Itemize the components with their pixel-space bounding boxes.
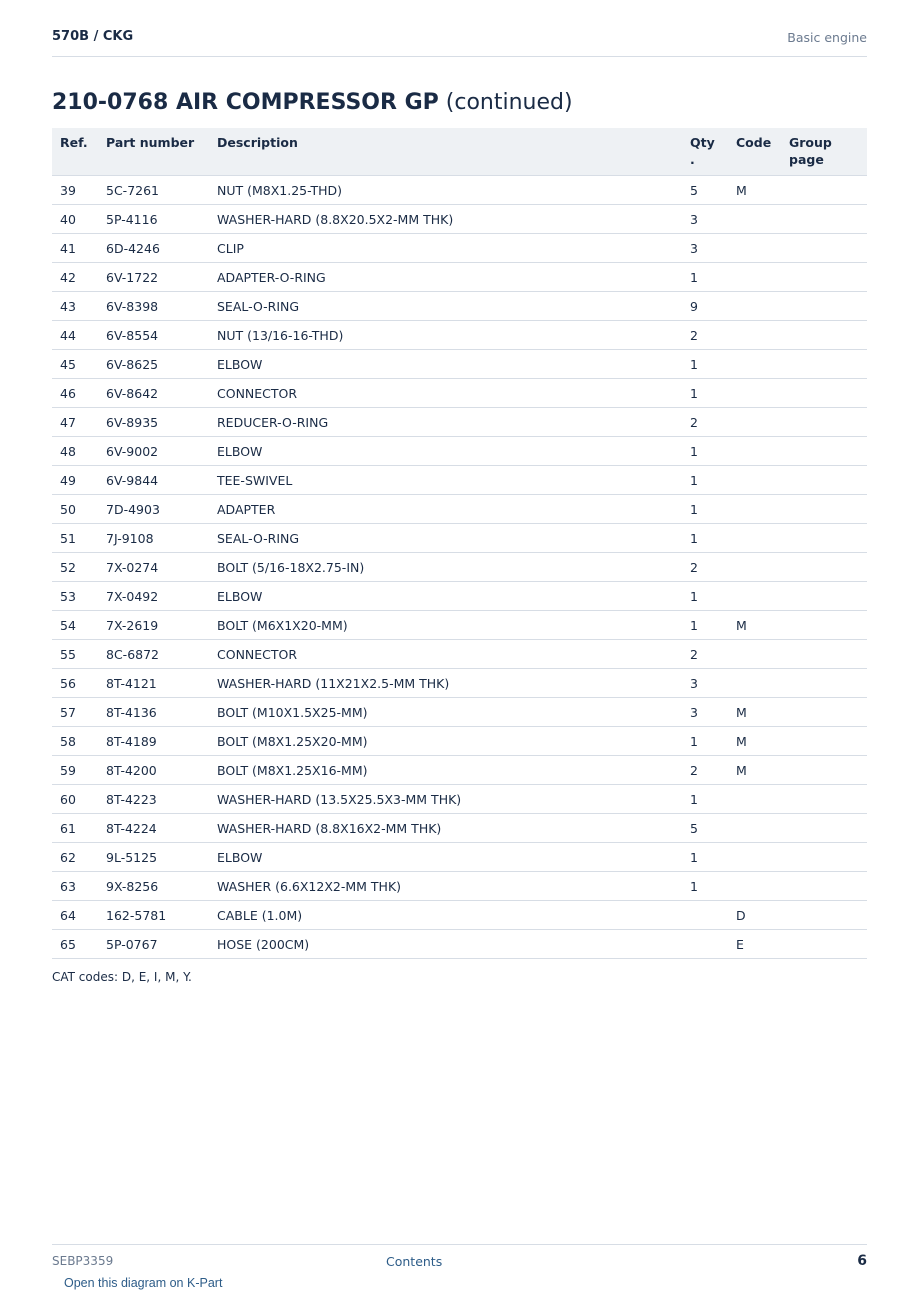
part-number-cell: 6V-8625 xyxy=(106,350,217,379)
ref-cell: 51 xyxy=(52,524,106,553)
description-cell: CONNECTOR xyxy=(217,379,690,408)
table-row xyxy=(52,379,867,408)
ref-cell: 44 xyxy=(52,321,106,350)
qty-cell: 1 xyxy=(690,843,736,872)
code-cell xyxy=(736,263,789,292)
description-cell: ELBOW xyxy=(217,582,690,611)
part-number-cell: 8T-4200 xyxy=(106,756,217,785)
part-number-cell: 6V-9844 xyxy=(106,466,217,495)
table-body xyxy=(52,176,867,959)
group-page-cell xyxy=(789,553,867,582)
description-cell: WASHER-HARD (13.5X25.5X3-MM THK) xyxy=(217,785,690,814)
table-row xyxy=(52,901,867,930)
header-ref: Ref. xyxy=(52,128,106,176)
group-page-cell xyxy=(789,901,867,930)
part-number-cell: 7X-2619 xyxy=(106,611,217,640)
part-number-cell: 9L-5125 xyxy=(106,843,217,872)
qty-cell xyxy=(690,901,736,930)
qty-cell: 5 xyxy=(690,814,736,843)
table-row xyxy=(52,437,867,466)
qty-cell: 1 xyxy=(690,350,736,379)
table-row xyxy=(52,698,867,727)
ref-cell: 56 xyxy=(52,669,106,698)
part-number-cell: 6V-8642 xyxy=(106,379,217,408)
part-number-cell: 6V-1722 xyxy=(106,263,217,292)
code-cell xyxy=(736,350,789,379)
ref-cell: 41 xyxy=(52,234,106,263)
parts-table xyxy=(52,128,867,959)
ref-cell: 60 xyxy=(52,785,106,814)
qty-cell: 5 xyxy=(690,176,736,205)
description-cell: WASHER (6.6X12X2-MM THK) xyxy=(217,872,690,901)
table-row xyxy=(52,524,867,553)
header-description: Description xyxy=(217,128,690,176)
code-cell: M xyxy=(736,727,789,756)
ref-cell: 62 xyxy=(52,843,106,872)
group-page-cell xyxy=(789,292,867,321)
code-cell xyxy=(736,292,789,321)
ref-cell: 46 xyxy=(52,379,106,408)
part-number-cell: 7X-0492 xyxy=(106,582,217,611)
qty-cell xyxy=(690,930,736,959)
part-number-cell: 8T-4121 xyxy=(106,669,217,698)
table-row xyxy=(52,263,867,292)
description-cell: WASHER-HARD (8.8X16X2-MM THK) xyxy=(217,814,690,843)
description-cell: ELBOW xyxy=(217,350,690,379)
group-page-cell xyxy=(789,727,867,756)
ref-cell: 49 xyxy=(52,466,106,495)
description-cell: REDUCER-O-RING xyxy=(217,408,690,437)
part-number-cell: 9X-8256 xyxy=(106,872,217,901)
qty-cell: 2 xyxy=(690,321,736,350)
ref-cell: 53 xyxy=(52,582,106,611)
ref-cell: 65 xyxy=(52,930,106,959)
table-header-row xyxy=(52,128,867,176)
group-page-cell xyxy=(789,379,867,408)
part-number-cell: 8C-6872 xyxy=(106,640,217,669)
description-cell: CABLE (1.0M) xyxy=(217,901,690,930)
group-page-cell xyxy=(789,611,867,640)
group-page-cell xyxy=(789,263,867,292)
group-page-cell xyxy=(789,698,867,727)
code-cell: M xyxy=(736,756,789,785)
part-number-cell: 5C-7261 xyxy=(106,176,217,205)
code-cell xyxy=(736,582,789,611)
code-cell xyxy=(736,321,789,350)
code-cell: M xyxy=(736,611,789,640)
assembly-title: 210-0768 AIR COMPRESSOR GP xyxy=(52,90,439,115)
group-page-cell xyxy=(789,205,867,234)
table-row xyxy=(52,321,867,350)
contents-link[interactable]: Contents xyxy=(386,1254,443,1269)
table-row xyxy=(52,553,867,582)
description-cell: NUT (13/16-16-THD) xyxy=(217,321,690,350)
group-page-cell xyxy=(789,843,867,872)
part-number-cell: 5P-4116 xyxy=(106,205,217,234)
group-page-cell xyxy=(789,640,867,669)
qty-cell: 9 xyxy=(690,292,736,321)
page-header xyxy=(52,27,867,57)
table-row xyxy=(52,205,867,234)
table-row xyxy=(52,669,867,698)
part-number-cell: 8T-4189 xyxy=(106,727,217,756)
description-cell: SEAL-O-RING xyxy=(217,524,690,553)
part-number-cell: 8T-4224 xyxy=(106,814,217,843)
table-row xyxy=(52,292,867,321)
qty-cell: 1 xyxy=(690,524,736,553)
ref-cell: 54 xyxy=(52,611,106,640)
description-cell: BOLT (M8X1.25X16-MM) xyxy=(217,756,690,785)
table-row xyxy=(52,350,867,379)
table-row xyxy=(52,234,867,263)
code-cell xyxy=(736,669,789,698)
table-row xyxy=(52,466,867,495)
group-page-cell xyxy=(789,350,867,379)
code-cell xyxy=(736,785,789,814)
table-row xyxy=(52,872,867,901)
code-cell xyxy=(736,205,789,234)
description-cell: WASHER-HARD (8.8X20.5X2-MM THK) xyxy=(217,205,690,234)
code-cell xyxy=(736,524,789,553)
part-number-cell: 6V-9002 xyxy=(106,437,217,466)
code-cell xyxy=(736,814,789,843)
group-page-cell xyxy=(789,495,867,524)
continued-label: (continued) xyxy=(445,90,573,115)
header-qty: Qty . xyxy=(690,128,736,176)
qty-cell: 1 xyxy=(690,582,736,611)
ref-cell: 63 xyxy=(52,872,106,901)
group-page-cell xyxy=(789,785,867,814)
table-row xyxy=(52,843,867,872)
code-cell: D xyxy=(736,901,789,930)
description-cell: WASHER-HARD (11X21X2.5-MM THK) xyxy=(217,669,690,698)
group-page-cell xyxy=(789,466,867,495)
code-cell: M xyxy=(736,698,789,727)
table-row xyxy=(52,176,867,205)
ref-cell: 40 xyxy=(52,205,106,234)
ref-cell: 57 xyxy=(52,698,106,727)
ref-cell: 39 xyxy=(52,176,106,205)
header-code: Code xyxy=(736,128,789,176)
code-cell xyxy=(736,408,789,437)
part-number-cell: 7D-4903 xyxy=(106,495,217,524)
description-cell: TEE-SWIVEL xyxy=(217,466,690,495)
code-cell xyxy=(736,466,789,495)
part-number-cell: 6D-4246 xyxy=(106,234,217,263)
description-cell: BOLT (M6X1X20-MM) xyxy=(217,611,690,640)
code-cell xyxy=(736,495,789,524)
table-row xyxy=(52,930,867,959)
code-cell xyxy=(736,234,789,263)
part-number-cell: 7X-0274 xyxy=(106,553,217,582)
description-cell: ELBOW xyxy=(217,437,690,466)
table-row xyxy=(52,814,867,843)
ref-cell: 64 xyxy=(52,901,106,930)
description-cell: ADAPTER-O-RING xyxy=(217,263,690,292)
ref-cell: 42 xyxy=(52,263,106,292)
code-cell xyxy=(736,872,789,901)
ref-cell: 55 xyxy=(52,640,106,669)
group-page-cell xyxy=(789,814,867,843)
ref-cell: 50 xyxy=(52,495,106,524)
table-row xyxy=(52,495,867,524)
page-footer xyxy=(52,1244,867,1273)
description-cell: CONNECTOR xyxy=(217,640,690,669)
part-number-cell: 8T-4223 xyxy=(106,785,217,814)
ref-cell: 48 xyxy=(52,437,106,466)
description-cell: ELBOW xyxy=(217,843,690,872)
header-group-page: Group page xyxy=(789,128,867,176)
code-cell xyxy=(736,437,789,466)
page-number: 6 xyxy=(857,1253,867,1269)
ref-cell: 43 xyxy=(52,292,106,321)
code-cell xyxy=(736,553,789,582)
table-row xyxy=(52,408,867,437)
code-cell: E xyxy=(736,930,789,959)
ref-cell: 52 xyxy=(52,553,106,582)
kpart-diagram-link[interactable]: Open this diagram on K-Part xyxy=(64,1276,223,1290)
qty-cell: 1 xyxy=(690,379,736,408)
ref-cell: 47 xyxy=(52,408,106,437)
qty-cell: 2 xyxy=(690,553,736,582)
description-cell: BOLT (M8X1.25X20-MM) xyxy=(217,727,690,756)
section-label: Basic engine xyxy=(787,30,867,45)
group-page-cell xyxy=(789,408,867,437)
group-page-cell xyxy=(789,234,867,263)
qty-cell: 1 xyxy=(690,437,736,466)
qty-cell: 3 xyxy=(690,234,736,263)
description-cell: BOLT (M10X1.5X25-MM) xyxy=(217,698,690,727)
qty-cell: 3 xyxy=(690,698,736,727)
group-page-cell xyxy=(789,930,867,959)
code-cell xyxy=(736,640,789,669)
part-number-cell: 8T-4136 xyxy=(106,698,217,727)
part-number-cell: 6V-8554 xyxy=(106,321,217,350)
qty-cell: 3 xyxy=(690,205,736,234)
table-row xyxy=(52,640,867,669)
document-id: SEBP3359 xyxy=(52,1254,114,1268)
group-page-cell xyxy=(789,582,867,611)
qty-cell: 1 xyxy=(690,466,736,495)
description-cell: ADAPTER xyxy=(217,495,690,524)
part-number-cell: 5P-0767 xyxy=(106,930,217,959)
ref-cell: 61 xyxy=(52,814,106,843)
table-row xyxy=(52,727,867,756)
qty-cell: 2 xyxy=(690,640,736,669)
description-cell: NUT (M8X1.25-THD) xyxy=(217,176,690,205)
code-cell xyxy=(736,843,789,872)
code-cell: M xyxy=(736,176,789,205)
qty-cell: 1 xyxy=(690,495,736,524)
group-page-cell xyxy=(789,756,867,785)
part-number-cell: 7J-9108 xyxy=(106,524,217,553)
table-row xyxy=(52,582,867,611)
group-page-cell xyxy=(789,321,867,350)
ref-cell: 58 xyxy=(52,727,106,756)
qty-cell: 1 xyxy=(690,611,736,640)
table-row xyxy=(52,611,867,640)
model-label: 570B / CKG xyxy=(52,29,134,44)
description-cell: BOLT (5/16-18X2.75-IN) xyxy=(217,553,690,582)
group-page-cell xyxy=(789,669,867,698)
group-page-cell xyxy=(789,872,867,901)
description-cell: HOSE (200CM) xyxy=(217,930,690,959)
table-row xyxy=(52,785,867,814)
qty-cell: 2 xyxy=(690,408,736,437)
qty-cell: 1 xyxy=(690,785,736,814)
group-page-cell xyxy=(789,437,867,466)
header-part-number: Part number xyxy=(106,128,217,176)
ref-cell: 45 xyxy=(52,350,106,379)
description-cell: SEAL-O-RING xyxy=(217,292,690,321)
ref-cell: 59 xyxy=(52,756,106,785)
cat-codes-note: CAT codes: D, E, I, M, Y. xyxy=(52,970,192,984)
group-page-cell xyxy=(789,176,867,205)
qty-cell: 1 xyxy=(690,263,736,292)
qty-cell: 1 xyxy=(690,727,736,756)
part-number-cell: 6V-8935 xyxy=(106,408,217,437)
qty-cell: 2 xyxy=(690,756,736,785)
group-page-cell xyxy=(789,524,867,553)
part-number-cell: 6V-8398 xyxy=(106,292,217,321)
qty-cell: 3 xyxy=(690,669,736,698)
code-cell xyxy=(736,379,789,408)
table-row xyxy=(52,756,867,785)
page-title xyxy=(52,90,573,115)
part-number-cell: 162-5781 xyxy=(106,901,217,930)
qty-cell: 1 xyxy=(690,872,736,901)
description-cell: CLIP xyxy=(217,234,690,263)
